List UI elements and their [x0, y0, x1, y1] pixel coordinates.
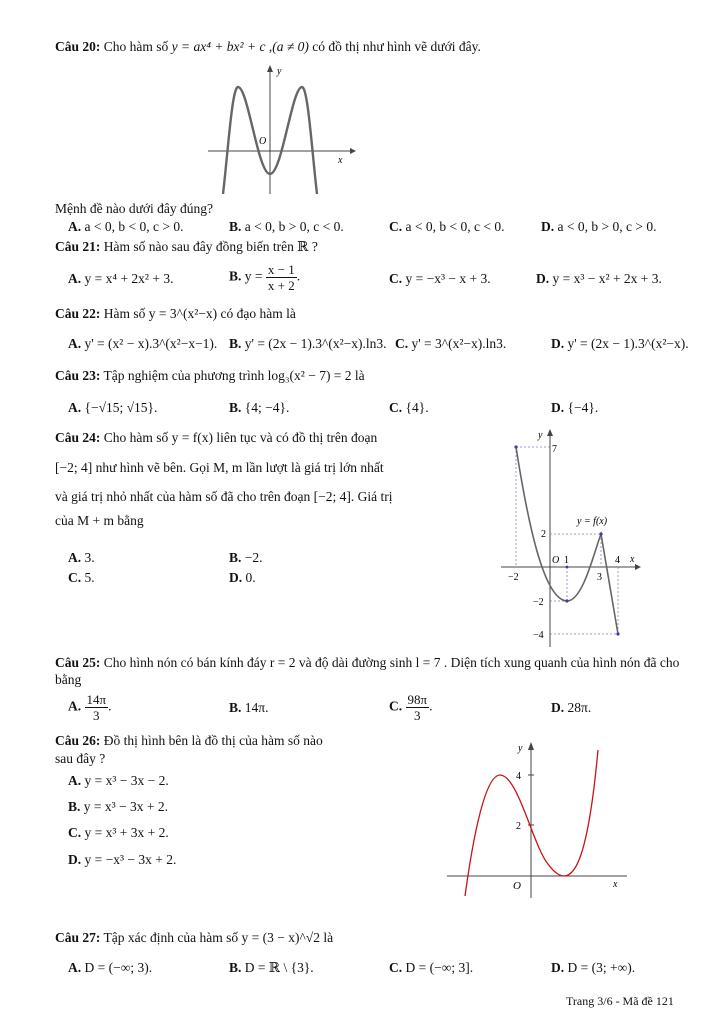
q21-opt-b-den: x + 2	[267, 278, 295, 293]
q27-opt-d[interactable]	[551, 960, 635, 976]
q25-header	[55, 654, 691, 688]
q25-opt-d-key: D.	[551, 700, 565, 715]
q21-opt-a[interactable]	[68, 271, 173, 287]
q25-opt-a-den: 3	[93, 708, 100, 723]
q27-text: Tập xác định của hàm số y = (3 − x)^√2 là	[103, 930, 334, 945]
q20-opt-b[interactable]	[229, 219, 344, 235]
q20-suffix: có đồ thị như hình vẽ dưới đây.	[312, 39, 481, 54]
q20-x-label: x	[338, 155, 343, 166]
q23-label: Câu 23:	[55, 368, 101, 383]
q25-opt-b-key: B.	[229, 700, 242, 715]
q23-opt-d-text: {−4}.	[567, 400, 599, 415]
q24-origin: O	[552, 555, 560, 566]
q24-x-arrow	[635, 564, 641, 570]
q24-line1	[55, 430, 377, 446]
q27-label: Câu 27:	[55, 930, 101, 945]
q23-opt-a[interactable]	[68, 400, 157, 416]
q21-text: Hàm số nào sau đây đồng biến trên ℝ ?	[103, 239, 318, 254]
q25-opt-a-num: 14π	[86, 692, 107, 707]
q21-opt-d-text: y = x³ − x² + 2x + 3.	[552, 271, 662, 286]
q24-point-x1	[566, 566, 569, 569]
q22-opt-d-text: y' = (2x − 1).3^(x²−x).	[567, 336, 689, 351]
q27-opt-c-text: D = (−∞; 3].	[405, 960, 474, 975]
q26-opt-d[interactable]	[68, 852, 176, 868]
q24-opt-c-text: 5.	[84, 570, 95, 585]
q27-opt-c[interactable]	[389, 960, 473, 976]
q27-opt-b-key: B.	[229, 960, 242, 975]
q21-opt-b-tail: .	[296, 268, 301, 284]
q20-formula: y = ax⁴ + bx² + c ,(a ≠ 0)	[171, 39, 309, 54]
q26-opt-c-text: y = x³ + 3x + 2.	[84, 825, 169, 840]
q26-opt-b-text: y = x³ − 3x + 2.	[83, 799, 169, 814]
q24-y-arrow	[547, 429, 553, 436]
q22-text: Hàm số y = 3^(x²−x) có đạo hàm là	[103, 306, 296, 321]
q27-opt-d-text: D = (3; +∞).	[567, 960, 636, 975]
q26-opt-d-text: y = −x³ − 3x + 2.	[84, 852, 177, 867]
q26-tick-4: 4	[516, 771, 521, 782]
q24-tick-2: 2	[541, 529, 546, 540]
q26-line1-text: Đồ thị hình bên là đồ thị của hàm số nào	[103, 733, 323, 748]
q24-opt-a-key: A.	[68, 550, 82, 565]
q23-opt-c[interactable]	[389, 400, 429, 416]
q27-opt-d-key: D.	[551, 960, 565, 975]
q22-opt-d[interactable]	[551, 336, 689, 352]
q21-opt-b-num: x − 1	[267, 262, 295, 277]
q26-opt-b-key: B.	[68, 799, 81, 814]
q26-opt-b[interactable]	[68, 799, 168, 815]
q25-opt-a-tail: .	[108, 698, 112, 714]
q24-tick-x3: 3	[597, 572, 602, 583]
q20-x-arrow	[350, 148, 356, 154]
q24-line1-text: Cho hàm số y = f(x) liên tục và có đồ thị trên đoạn	[103, 430, 378, 445]
q20-opt-c-text: a < 0, b < 0, c < 0.	[405, 219, 505, 234]
q27-opt-c-key: C.	[389, 960, 403, 975]
q27-header	[55, 930, 333, 946]
q24-opt-d[interactable]	[229, 570, 256, 586]
q23-opt-c-text: {4}.	[405, 400, 429, 415]
q24-point-min	[565, 599, 568, 602]
q20-opt-a[interactable]	[68, 219, 183, 235]
q24-tick-7: 7	[552, 444, 557, 455]
q25-opt-c-num: 98π	[407, 692, 428, 707]
q20-opt-c-key: C.	[389, 219, 403, 234]
q24-opt-c-key: C.	[68, 570, 82, 585]
q24-point-start	[514, 445, 517, 448]
q26-x-label: x	[613, 879, 618, 890]
q21-label: Câu 21:	[55, 239, 101, 254]
q20-y-arrow	[267, 65, 273, 72]
q26-opt-c[interactable]	[68, 825, 169, 841]
q22-opt-c[interactable]	[395, 336, 506, 352]
q25-opt-a-fraction	[85, 692, 112, 723]
q20-opt-b-key: B.	[229, 219, 242, 234]
q22-header	[55, 306, 296, 322]
q22-opt-c-text: y' = 3^(x²−x).ln3.	[411, 336, 507, 351]
q20-opt-d-text: a < 0, b > 0, c > 0.	[557, 219, 657, 234]
q26-graph	[443, 738, 633, 900]
q25-opt-c-key: C.	[389, 698, 403, 714]
q20-opt-a-text: a < 0, b < 0, c > 0.	[84, 219, 184, 234]
q23-opt-d[interactable]	[551, 400, 598, 416]
q25-opt-d-text: 28π.	[567, 700, 592, 715]
q25-label: Câu 25:	[55, 655, 101, 670]
q26-tick-2: 2	[516, 821, 521, 832]
q22-opt-b-key: B.	[229, 336, 242, 351]
q23-header	[55, 368, 365, 384]
q24-fx-label: y = f(x)	[577, 516, 608, 527]
q22-opt-a-key: A.	[68, 336, 82, 351]
q26-label: Câu 26:	[55, 733, 101, 748]
q25-opt-c-fraction	[406, 692, 433, 723]
q20-opt-d-key: D.	[541, 219, 555, 234]
q23-opt-a-text: {−√15; √15}.	[84, 400, 158, 415]
q24-opt-d-key: D.	[229, 570, 243, 585]
q25-opt-a[interactable]	[68, 692, 111, 723]
q20-header	[55, 39, 481, 55]
q23-text: Tập nghiệm của phương trình log₃(x² − 7) = 2 là	[103, 368, 365, 383]
q24-opt-d-text: 0.	[245, 570, 256, 585]
q21-opt-d[interactable]	[536, 271, 662, 287]
q21-opt-b-lhs: y =	[244, 268, 263, 284]
q20-prefix: Cho hàm số	[103, 39, 169, 54]
q27-opt-a[interactable]	[68, 960, 152, 976]
q25-opt-a-key: A.	[68, 698, 82, 714]
q20-question: Mệnh đề nào dưới đây đúng?	[55, 201, 214, 216]
q24-label: Câu 24:	[55, 430, 101, 445]
q24-tick-m2: −2	[533, 597, 544, 608]
q22-opt-b[interactable]	[229, 336, 387, 352]
q24-tick-1: 1	[564, 555, 569, 566]
q22-opt-b-text: y' = (2x − 1).3^(x²−x).ln3.	[244, 336, 387, 351]
q25-opt-c[interactable]	[389, 692, 432, 723]
q26-opt-a-text: y = x³ − 3x − 2.	[84, 773, 169, 788]
q25-opt-c-den: 3	[414, 708, 421, 723]
q21-opt-d-key: D.	[536, 271, 550, 286]
q23-opt-b-key: B.	[229, 400, 242, 415]
q21-opt-b-fraction	[266, 262, 297, 293]
q25-opt-c-tail: .	[429, 698, 433, 714]
q27-opt-b-text: D = ℝ \ {3}.	[244, 960, 314, 975]
q26-line1	[55, 733, 323, 749]
q23-opt-a-key: A.	[68, 400, 82, 415]
q24-point-peak	[599, 532, 602, 535]
q24-line3: và giá trị nhỏ nhất của hàm số đã cho trên đoạn [−2; 4]. Giá trị	[55, 489, 393, 504]
q21-opt-b-key: B.	[229, 268, 242, 284]
q24-tick-xm2: −2	[508, 572, 519, 583]
page-footer: Trang 3/6 - Mã đề 121	[566, 994, 674, 1008]
q26-line2: sau đây ?	[55, 751, 106, 766]
q21-header	[55, 239, 318, 255]
q24-curve	[516, 447, 618, 634]
q20-opt-c[interactable]	[389, 219, 504, 235]
q26-opt-a[interactable]	[68, 773, 169, 789]
q25-text: Cho hình nón có bán kính đáy r = 2 và độ dài đường sinh l = 7 . Diện tích xung quanh của hình nón đã cho bằng	[55, 655, 680, 687]
q20-opt-a-key: A.	[68, 219, 82, 234]
q22-opt-a-text: y' = (x² − x).3^(x²−x−1).	[84, 336, 218, 351]
q26-y-arrow	[528, 742, 534, 750]
q20-graph	[200, 62, 360, 197]
q26-y-label: y	[518, 743, 523, 754]
q20-opt-d[interactable]	[541, 219, 656, 235]
q24-opt-b[interactable]	[229, 550, 263, 566]
q26-opt-d-key: D.	[68, 852, 82, 867]
q24-opt-b-text: −2.	[244, 550, 263, 565]
q21-opt-a-key: A.	[68, 271, 82, 286]
q23-opt-b-text: {4; −4}.	[244, 400, 290, 415]
q26-opt-c-key: C.	[68, 825, 82, 840]
q22-label: Câu 22:	[55, 306, 101, 321]
q21-opt-c[interactable]	[389, 271, 491, 287]
q20-y-label: y	[277, 66, 282, 77]
q23-opt-b[interactable]	[229, 400, 289, 416]
q27-opt-a-text: D = (−∞; 3).	[84, 960, 153, 975]
q24-line2: [−2; 4] như hình vẽ bên. Gọi M, m lần lượt là giá trị lớn nhất	[55, 460, 384, 475]
q20-opt-b-text: a < 0, b > 0, c < 0.	[244, 219, 344, 234]
q21-opt-c-text: y = −x³ − x + 3.	[405, 271, 491, 286]
q20-label: Câu 20:	[55, 39, 101, 54]
q24-line4: của M + m bằng	[55, 513, 144, 528]
q24-tick-4: 4	[615, 555, 620, 566]
q26-origin: O	[513, 880, 521, 892]
q24-opt-c[interactable]	[68, 570, 95, 586]
q24-graph	[495, 422, 647, 650]
q21-opt-c-key: C.	[389, 271, 403, 286]
q22-opt-c-key: C.	[395, 336, 409, 351]
q21-opt-a-text: y = x⁴ + 2x² + 3.	[84, 271, 174, 286]
q24-opt-a-text: 3.	[84, 550, 95, 565]
q22-opt-a[interactable]	[68, 336, 217, 352]
q21-opt-b[interactable]	[229, 262, 300, 293]
q20-origin: O	[259, 136, 267, 147]
q25-opt-d[interactable]	[551, 700, 591, 716]
q25-opt-b[interactable]	[229, 700, 268, 716]
q24-opt-a[interactable]	[68, 550, 95, 566]
q23-opt-d-key: D.	[551, 400, 565, 415]
q24-y-label: y	[538, 430, 543, 441]
q24-point-end	[616, 632, 619, 635]
q25-opt-b-text: 14π.	[244, 700, 269, 715]
q27-opt-a-key: A.	[68, 960, 82, 975]
q22-opt-d-key: D.	[551, 336, 565, 351]
q27-opt-b[interactable]	[229, 960, 314, 976]
q23-opt-c-key: C.	[389, 400, 403, 415]
q26-opt-a-key: A.	[68, 773, 82, 788]
q24-tick-m4: −4	[533, 630, 544, 641]
q24-x-label: x	[630, 554, 635, 565]
q24-opt-b-key: B.	[229, 550, 242, 565]
